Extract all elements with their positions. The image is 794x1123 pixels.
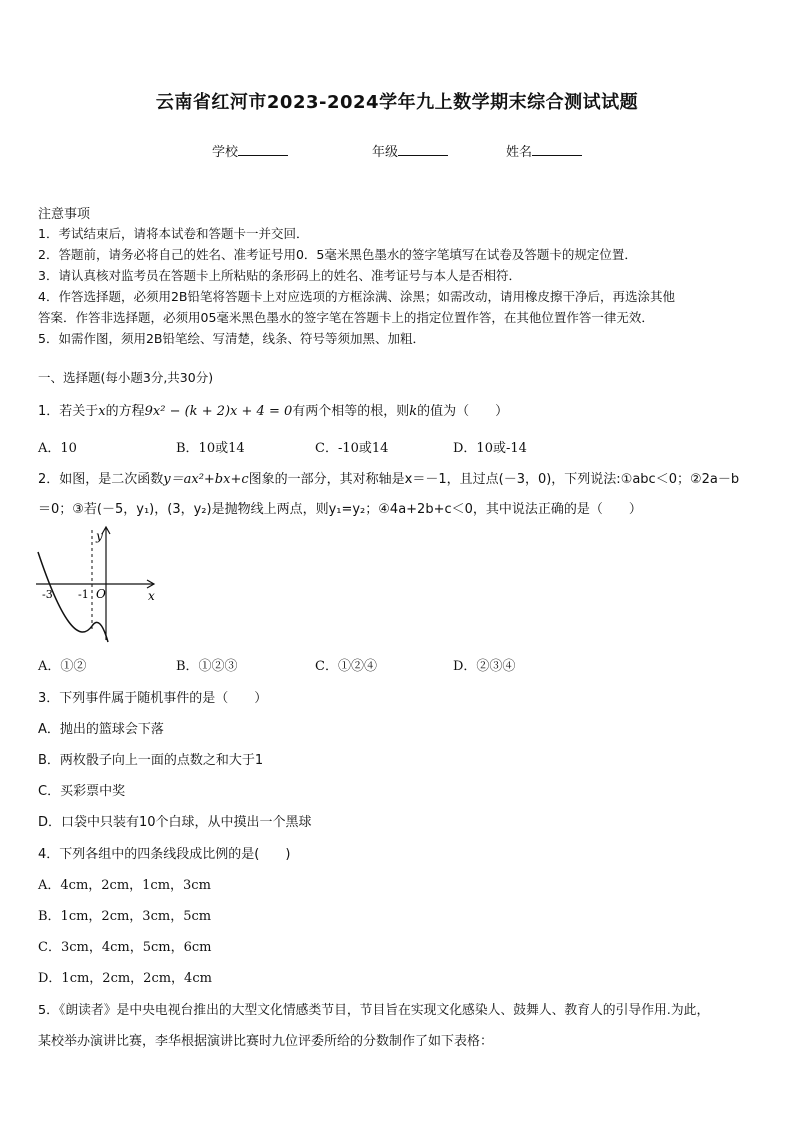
q1-mid: 的方程 — [105, 404, 145, 419]
question-1-stem — [38, 400, 508, 419]
school-label: 学校 — [212, 145, 239, 160]
graph-label-neg1: -1 — [78, 588, 89, 601]
notice-heading: 注意事项 — [38, 207, 91, 222]
q1-equation: 9x² − (k + 2)x + 4 = 0 — [144, 404, 293, 419]
q1-option-b[interactable]: B．10或14 — [176, 441, 245, 456]
notice-rule: 答案．作答非选择题，必须用05毫米黑色墨水的签字笔在答题卡上的指定位置作答，在其他位置作答一律无效． — [38, 310, 654, 325]
graph-label-y: y — [96, 529, 103, 543]
notice-rule: 3．请认真核对监考员在答题卡上所粘贴的条形码上的姓名、准考证号与本人是否相符． — [38, 268, 521, 283]
graph-label-origin: O — [96, 587, 106, 601]
notice-rule: 1．考试结束后，请将本试卷和答题卡一并交回． — [38, 226, 309, 241]
name-field — [506, 141, 582, 160]
section-title: 一、选择题(每小题3分,共30分) — [38, 370, 214, 385]
notice-rule: 4．作答选择题，必须用2B铅笔将答题卡上对应选项的方框涂满、涂黑；如需改动，请用橡皮擦干净后，再选涂其他 — [38, 289, 675, 304]
school-field — [212, 141, 288, 160]
grade-label: 年级 — [372, 145, 399, 160]
q1-suffix2: 的值为（ ） — [417, 404, 509, 419]
name-label: 姓名 — [506, 145, 533, 160]
graph-label-neg3: -3 — [42, 588, 53, 601]
q1-kvar: k — [409, 404, 418, 419]
q2-func: y＝ax²+bx+c — [163, 472, 249, 487]
q2-line1b: 图象的一部分，其对称轴是 — [248, 472, 405, 487]
q3-option-a[interactable]: A．抛出的篮球会下落 — [38, 722, 164, 737]
q4-option-c[interactable]: C．3cm，4cm，5cm，6cm — [38, 940, 212, 955]
name-blank[interactable] — [532, 143, 582, 156]
q2-option-b[interactable]: B．①②③ — [176, 659, 238, 674]
notice-rule: 5．如需作图，须用2B铅笔绘、写清楚，线条、符号等须加黑、加粗． — [38, 331, 425, 346]
q2-option-a[interactable]: A．①② — [38, 659, 87, 674]
q3-option-d[interactable]: D．口袋中只装有10个白球，从中摸出一个黑球 — [38, 815, 312, 830]
q1-prefix: 1．若关于 — [38, 404, 99, 419]
q1-option-d[interactable]: D．10或-14 — [453, 441, 527, 456]
q2-s1: ①abc＜0；②2a－b — [620, 472, 740, 487]
school-blank[interactable] — [238, 143, 288, 156]
q2-line1a: 2．如图，是二次函数 — [38, 472, 164, 487]
graph-label-x: x — [148, 589, 155, 603]
q2-option-d[interactable]: D．②③④ — [453, 659, 516, 674]
q3-option-c[interactable]: C．买彩票中奖 — [38, 784, 126, 799]
q3-option-b[interactable]: B．两枚骰子向上一面的点数之和大于1 — [38, 753, 264, 768]
grade-blank[interactable] — [398, 143, 448, 156]
q4-option-b[interactable]: B．1cm，2cm，3cm，5cm — [38, 909, 212, 924]
q4-option-a[interactable]: A．4cm，2cm，1cm，3cm — [38, 878, 211, 893]
question-3-stem: 3．下列事件属于随机事件的是（ ） — [38, 691, 268, 706]
parabola-graph — [36, 522, 166, 647]
q1-var: x — [98, 404, 106, 419]
question-2-line2: ＝0；③若(－5，y₁)，(3，y₂)是抛物线上两点，则y₁=y₂；④4a+2b+c＜0，其中说法正确的是（ ） — [38, 502, 642, 517]
grade-field — [372, 141, 448, 160]
question-4-stem: 4．下列各组中的四条线段成比例的是( ) — [38, 847, 291, 862]
q4-option-d[interactable]: D．1cm，2cm，2cm，4cm — [38, 971, 212, 986]
question-5-line2: 某校举办演讲比赛，李华根据演讲比赛时九位评委所给的分数制作了如下表格： — [38, 1034, 494, 1049]
q2-axis: x＝－1，且过点(－3，0)，下列说法: — [404, 472, 621, 487]
page-title: 云南省红河市2023-2024学年九上数学期末综合测试试题 — [155, 92, 639, 113]
q1-option-a[interactable]: A．10 — [38, 441, 77, 456]
notice-rule: 2．答题前，请务必将自己的姓名、准考证号用0．5毫米黑色墨水的签字笔填写在试卷及答题卡的规定位置． — [38, 247, 637, 262]
q1-suffix1: 有两个相等的根，则 — [292, 404, 410, 419]
question-5-line1: 5．《朗读者》是中央电视台推出的大型文化情感类节目，节目旨在实现文化感染人、鼓舞人、教育人的引导作用.为此， — [38, 1003, 710, 1018]
question-2-line1 — [38, 468, 739, 487]
q1-option-c[interactable]: C．-10或14 — [315, 441, 389, 456]
q2-option-c[interactable]: C．①②④ — [315, 659, 377, 674]
